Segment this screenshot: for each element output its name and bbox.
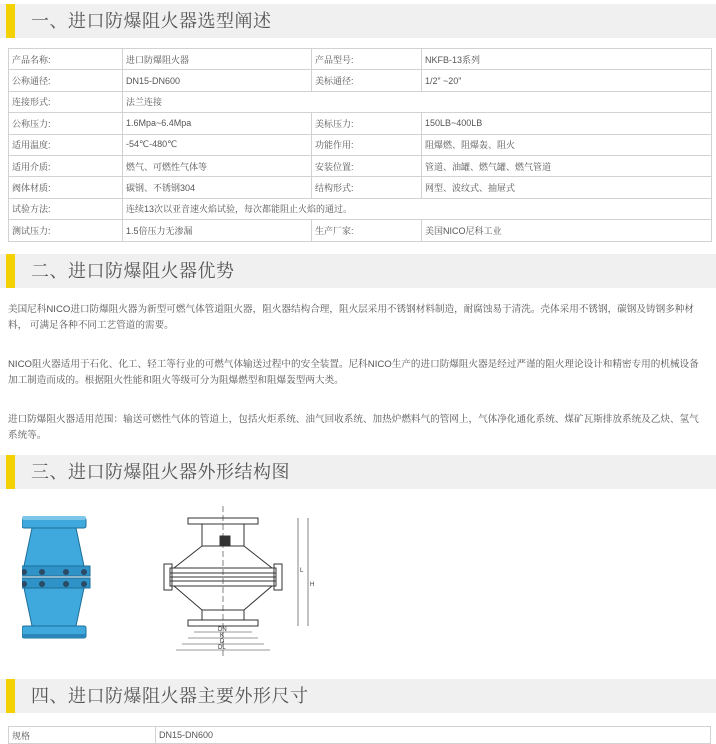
spec-value-cell: 阻爆燃、阻爆轰、阻火: [422, 134, 712, 155]
dimension-table: [8, 726, 711, 744]
spec-label-cell: 功能作用:: [312, 134, 422, 155]
spec-value-cell: 连续13次以亚音速火焰试验，每次都能阻止火焰的通过。: [123, 198, 712, 219]
spec-row: [9, 49, 712, 70]
section-accent-bar: [6, 254, 15, 288]
spec-label-cell: 测试压力:: [9, 220, 123, 241]
label-dl: DL: [218, 645, 226, 651]
section-title: 四、进口防爆阻火器主要外形尺寸: [31, 686, 309, 706]
section-header-structure: [0, 455, 716, 489]
spec-row: [9, 134, 712, 155]
section-header-dimensions: [0, 679, 716, 713]
spec-row: [9, 91, 712, 112]
dim-cell: DN15-DN600: [156, 727, 711, 744]
section-title: 三、进口防爆阻火器外形结构图: [31, 462, 290, 482]
application-paragraph: NICO阻火器适用于石化、化工、轻工等行业的可燃气体输送过程中的安全装置。尼科NICO生产的进口防爆阻火器是经过严谨的阻火理论设计和精密专用的机械设备加工制造而成的。根据阻火性能和阻火等级可分为阻爆燃型和阻爆轰型两大类。: [8, 359, 699, 386]
spec-label-cell: 产品名称:: [9, 49, 123, 70]
spec-label-cell: 美标通径:: [312, 70, 422, 91]
section-title: 一、进口防爆阻火器选型阐述: [31, 11, 272, 31]
spec-row: [9, 155, 712, 176]
label-h: H: [310, 582, 315, 588]
spec-label-cell: 产品型号:: [312, 49, 422, 70]
valve-section-drawing: [164, 506, 308, 656]
dim-cell: 规格: [9, 727, 156, 744]
valve-render-image: [22, 516, 90, 638]
spec-value-cell: 1/2” ~20”: [422, 70, 712, 91]
spec-label-cell: 适用温度:: [9, 134, 123, 155]
spec-label-cell: 阀体材质:: [9, 177, 123, 198]
spec-label-cell: 美标压力:: [312, 113, 422, 134]
spec-value-cell: 150LB~400LB: [422, 113, 712, 134]
spec-label-cell: 生产厂家:: [312, 220, 422, 241]
spec-label-cell: 试验方法:: [9, 198, 123, 219]
spec-label-cell: 结构形式:: [312, 177, 422, 198]
section-accent-bar: [6, 4, 15, 38]
spec-label-cell: 公称通径:: [9, 70, 123, 91]
section-header-selection: [0, 4, 716, 38]
label-d: D: [220, 639, 225, 645]
spec-row: [9, 220, 712, 241]
spec-value-cell: NKFB-13系列: [422, 49, 712, 70]
label-k: K: [220, 633, 225, 639]
spec-row: [9, 177, 712, 198]
advantage-paragraph: 美国尼科NICO进口防爆阻火器为新型可燃气体管道阻火器，阻火器结构合理，阻火层采用不锈钢材料制造，耐腐蚀易于清洗。壳体采用不锈钢，碳钢及铸钢多种材料， 可满足各种不同工艺管道的需要。: [8, 304, 694, 331]
spec-label-cell: 连接形式:: [9, 91, 123, 112]
spec-value-cell: 1.6Mpa~6.4Mpa: [123, 113, 312, 134]
spec-value-cell: DN15-DN600: [123, 70, 312, 91]
section-accent-bar: [6, 455, 15, 489]
section-accent-bar: [6, 679, 15, 713]
structure-figure: [22, 506, 322, 664]
spec-value-cell: 网型、波纹式、抽屉式: [422, 177, 712, 198]
spec-value-cell: 碳钢、不锈钢304: [123, 177, 312, 198]
spec-label-cell: 公称压力:: [9, 113, 123, 134]
section-title: 二、进口防爆阻火器优势: [31, 261, 235, 281]
spec-label-cell: 适用介质:: [9, 155, 123, 176]
spec-value-cell: 燃气、可燃性气体等: [123, 155, 312, 176]
scope-paragraph: 进口防爆阻火器适用范围：输送可燃性气体的管道上，包括火炬系统、油气回收系统、加热炉燃料气的管网上，气体净化通化系统、煤矿瓦斯排放系统及乙炔、氢气系统等。: [8, 414, 699, 441]
spec-row: [9, 198, 712, 219]
spec-value-cell: 管道、油罐、燃气罐、燃气管道: [422, 155, 712, 176]
spec-row: [9, 113, 712, 134]
spec-label-cell: 安装位置:: [312, 155, 422, 176]
spec-value-cell: 1.5倍压力无渗漏: [123, 220, 312, 241]
spec-value-cell: 美国NICO尼科工业: [422, 220, 712, 241]
spec-value-cell: 法兰连接: [123, 91, 712, 112]
spec-table: [8, 48, 712, 242]
spec-row: [9, 70, 712, 91]
label-dn: DN: [218, 627, 227, 633]
label-l: L: [300, 568, 304, 574]
spec-value-cell: 进口防爆阻火器: [123, 49, 312, 70]
spec-value-cell: -54℃-480℃: [123, 134, 312, 155]
section-header-advantages: [0, 254, 716, 288]
